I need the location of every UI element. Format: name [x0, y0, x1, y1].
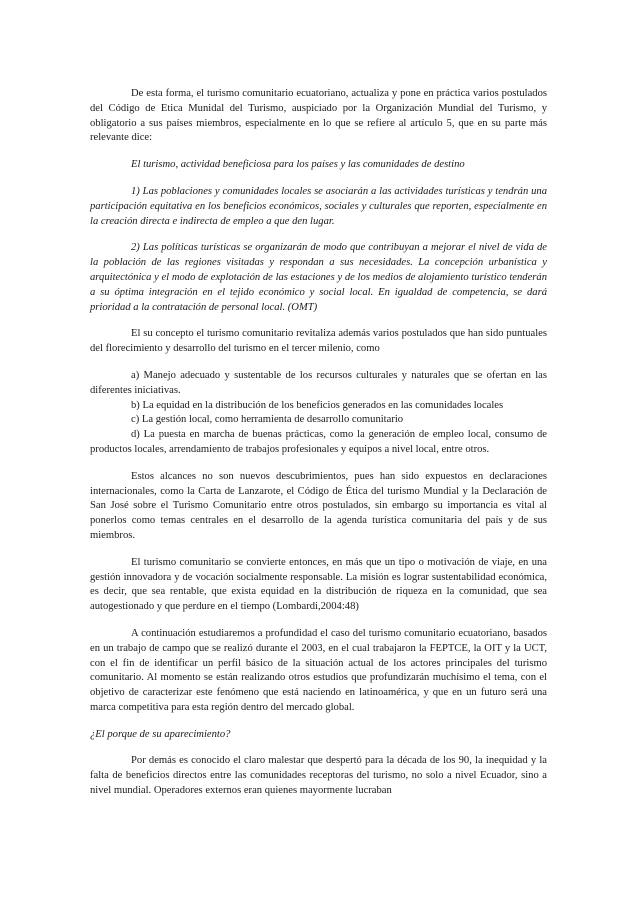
list-item-b: b) La equidad en la distribución de los beneficios generados en las comunidades locales	[131, 399, 504, 411]
list-item-c: c) La gestión local, como herramienta de desarrollo comunitario	[131, 414, 404, 426]
quote-point-1: 1) Las poblaciones y comunidades locales se asociarán a las actividades turísticas y tendrán una participación equitativa en los beneficios económicos, sociales y culturales que reporten, especialmente en la creación directa e indirecta de empleo a que den lugar.	[90, 185, 547, 227]
paragraph-mision: El turismo comunitario se convierte entonces, en más que un tipo o motivación de viaje, en una gestión innovadora y de vocación socialmente responsable. La misión es lograr sustentabilidad económica, es decir, que sea rentable, que exista equidad en la distribución de riqueza en la comunidad, que sea autogestionado y que perdure en el tiempo (Lombardi,2004:48)	[90, 556, 547, 613]
paragraph-estudio: A continuación estudiaremos a profundidad el caso del turismo comunitario ecuatoriano, basados en un trabajo de campo que se realizó durante el 2003, en el cual trabajaron la FEPTCE, la OIT y la UCT, con el fin de identificar un perfil básico de la situación actual de los actores principales del turismo comunitario. Al momento se están realizando otros estudios que profundizarán muchísimo el tema, con el objetivo de caracterizar este fenómeno que está naciendo en latinoamérica, y que en un futuro será una marca competitiva para esta región dentro del mercado global.	[90, 627, 547, 713]
document-body	[90, 87, 547, 811]
paragraph-intro: De esta forma, el turismo comunitario ecuatoriano, actualiza y pone en práctica varios postulados del Código de Etica Munidal del Turismo, auspiciado por la Organización Mundial del Turismo, y obligatorio a sus países miembros, especialmente en lo que se refiere al artículo 5, que en su parte más relevante dice:	[90, 88, 547, 144]
paragraph-concept: El su concepto el turismo comunitario revitaliza además varios postulados que han sido puntuales del florecimiento y desarrollo del turismo en el tercer milenio, como	[90, 328, 547, 355]
list-item-a: a) Manejo adecuado y sustentable de los recursos culturales y naturales que se ofertan en las diferentes iniciativas.	[90, 369, 547, 396]
section-heading: ¿El porque de su aparecimiento?	[90, 728, 231, 740]
paragraph-alcances: Estos alcances no son nuevos descubrimientos, pues han sido expuestos en declaraciones internacionales, como la Carta de Lanzarote, el Código de Ética del turismo Mundial y la Declaración de San José sobre el Turismo Comunitario entre otros postulados, sin embargo su importancia es vital al ponerlos como temas centrales en el desarrollo de la agenda turística comunitaria del país y de sus miembros.	[90, 470, 547, 541]
quote-point-2: 2) Las políticas turísticas se organizarán de modo que contribuyan a mejorar el nivel de vida de la población de las regiones visitadas y respondan a sus necesidades. La concepción urbanística y arquitectónica y el modo de explotación de las estaciones y de los medios de alojamiento turístico tenderán a su óptima integración en el tejido económico y social local. En igualdad de competencia, se dará prioridad a la contratación de personal local. (OMT)	[90, 242, 547, 313]
list-item-d: d) La puesta en marcha de buenas prácticas, como la generación de empleo local, consumo de productos locales, arrendamiento de trabajos profesionales y equipos a nivel local, entre otros.	[90, 429, 547, 455]
quote-title: El turismo, actividad beneficiosa para los países y las comunidades de destino	[131, 159, 465, 171]
paragraph-malestar: Por demás es conocido el claro malestar que despertó para la década de los 90, la inequidad y la falta de beneficios directos entre las comunidades receptoras del turismo, no solo a nivel Ecuador, sino a nivel mundial. Operadores externos eran quienes mayormente lucraban	[90, 755, 547, 797]
